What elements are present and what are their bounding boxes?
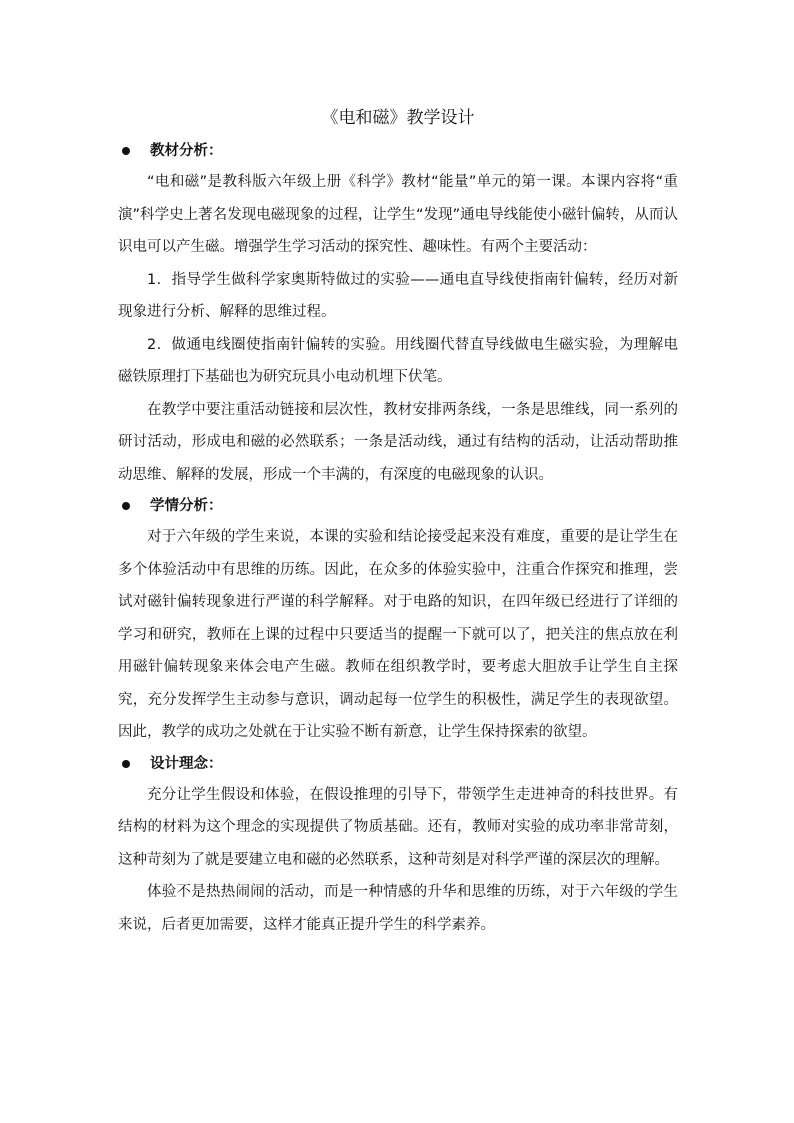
- bullet-icon: [122, 147, 130, 155]
- section-heading-design-concept: [118, 749, 678, 779]
- section-heading-student-analysis: [118, 491, 678, 521]
- list-item: 1．指导学生做科学家奥斯特做过的实验——通电直导线使指南针偏转，经历对新现象进行分析、解释的思维过程。: [118, 271, 678, 320]
- paragraph: 充分让学生假设和体验，在假设推理的引导下，带领学生走进神奇的科技世界。有结构的材料为这个理念的实现提供了物质基础。还有，教师对实验的成功率非常苛刻，这种苛刻为了就是要建立电和磁的必然联系，这种苛刻是对科学严谨的深层次的理解。: [118, 786, 678, 868]
- document-title: 《电和磁》教学设计: [321, 108, 475, 128]
- section-heading-textbook-analysis: [118, 136, 678, 166]
- paragraph: “电和磁”是教科版六年级上册《科学》教材“能量”单元的第一课。本课内容将“重演”科学史上著名发现电磁现象的过程，让学生“发现”通电导线能使小磁针偏转，从而认识电可以产生磁。增强学生学习活动的探究性、趣味性。有两个主要活动：: [118, 174, 678, 255]
- paragraph: 在教学中要注重活动链接和层次性，教材安排两条线，一条是思维线，同一系列的研讨活动，形成电和磁的必然联系；一条是活动线，通过有结构的活动，让活动帮助推动思维、解释的发展，形成一个丰满的，有深度的电磁现象的认识。: [118, 401, 678, 483]
- paragraph: 对于六年级的学生来说，本课的实验和结论接受起来没有难度，重要的是让学生在多个体验活动中有思维的历练。因此，在众多的体验实验中，注重合作探究和推理，尝试对磁针偏转现象进行严谨的科学解释。对于电路的知识，在四年级已经进行了详细的学习和研究，教师在上课的过程中只要适当的提醒一下就可以了，把关注的焦点放在利用磁针偏转现象来体会电产生磁。教师在组织教学时，要考虑大胆放手让学生自主探究，充分发挥学生主动参与意识，调动起每一位学生的积极性，满足学生的表现欲望。因此，教学的成功之处就在于让实验不断有新意，让学生保持探索的欲望。: [118, 529, 678, 740]
- section-heading-label: 学情分析：: [150, 498, 223, 514]
- paragraph: 体验不是热热闹闹的活动，而是一种情感的升华和思维的历练，对于六年级的学生来说，后者更加需要，这样才能真正提升学生的科学素养。: [118, 884, 678, 933]
- list-item: 2．做通电线圈使指南针偏转的实验。用线圈代替直导线做电生磁实验，为理解电磁铁原理打下基础也为研究玩具小电动机埋下伏笔。: [118, 336, 678, 385]
- bullet-icon: [122, 760, 130, 768]
- section-heading-label: 教材分析：: [150, 143, 223, 159]
- bullet-icon: [122, 502, 130, 510]
- document-content: [118, 104, 678, 941]
- section-heading-label: 设计理念：: [150, 755, 223, 772]
